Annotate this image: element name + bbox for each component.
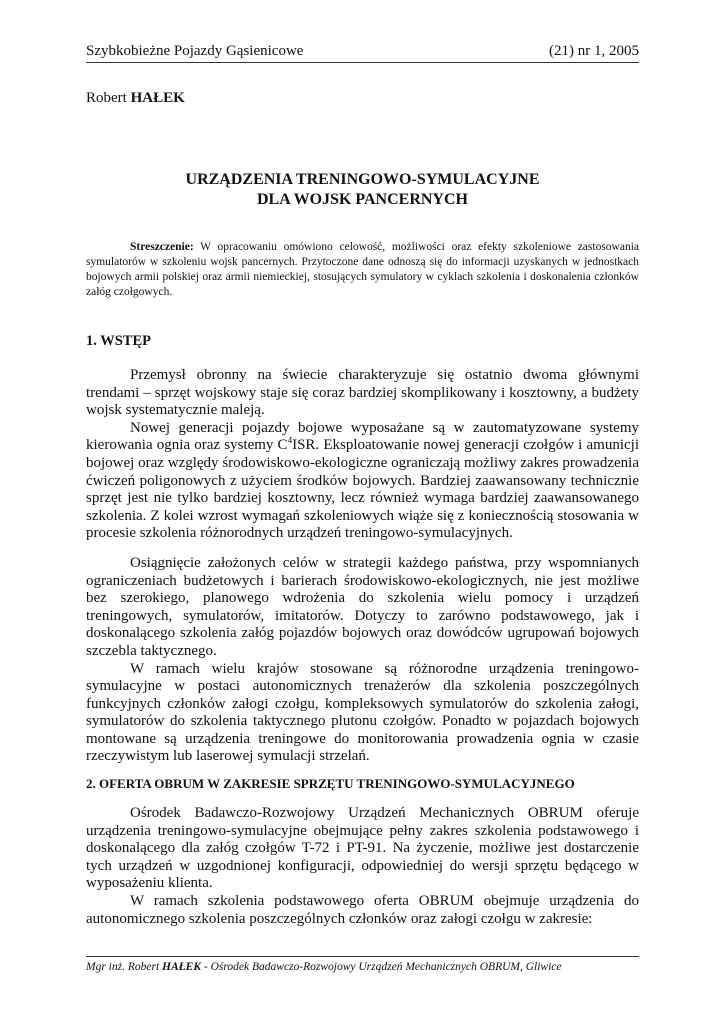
footer-prefix: Mgr inż. Robert bbox=[86, 961, 160, 973]
running-header bbox=[86, 42, 639, 63]
footnote bbox=[86, 956, 639, 973]
paragraph: W ramach szkolenia podstawowego oferta OBRUM obejmuje urządzenia do autonomicznego szkolenia poszczególnych członków oraz załogi czołgu w zakresie: bbox=[86, 892, 639, 927]
section-1-heading: 1. WSTĘP bbox=[86, 333, 152, 349]
paper-title bbox=[86, 170, 639, 210]
abstract-text: W opracowaniu omówiono celowość, możliwości oraz efekty szkoleniowe zastosowania symulatorów w szkoleniu wojsk pancernych. Przytoczone dane odnoszą się do informacji uzyskanych w jednostkach bojowych armii polskiej oraz armii niemieckiej, stosujących symulatory w cyklach szkolenia i doskonalenia członków załóg czołgowych. bbox=[86, 241, 640, 298]
paragraph: Ośrodek Badawczo-Rozwojowy Urządzeń Mechanicznych OBRUM oferuje urządzenia treningowo-symulacyjne obejmujące pełny zakres szkolenia podstawowego i doskonalącego dla załóg czołgów T-72 i PT-91. Na życzenie, możliwe jest dostarczenie tych urządzeń w uzgodnionej konfiguracji, odpowiedniej do wersji sprzętu będącego w wyposażeniu klienta. bbox=[86, 805, 639, 892]
section-2-body bbox=[86, 805, 639, 928]
footer-affiliation: - Ośrodek Badawczo-Rozwojowy Urządzeń Mechanicznych OBRUM, Gliwice bbox=[203, 961, 562, 973]
title-line-2: DLA WOJSK PANCERNYCH bbox=[257, 191, 468, 208]
paragraph: Osiągnięcie założonych celów w strategii każdego państwa, przy wspomnianych ograniczeniach budżetowych i barierach środowiskowo-ekologicznych, nie jest możliwe bez szerokiego, planowego wdrożenia do szkolenia wielu pomocy i urządzeń treningowych, symulatorów, imitatorów. Dotyczy to zarówno podstawowego, jak i doskonalącego szkolenia załóg pojazdów bojowych oraz dowódców ugrupowań bojowych szczebla taktycznego. bbox=[86, 554, 639, 659]
footer-name: HAŁEK bbox=[162, 961, 202, 973]
author-line bbox=[86, 90, 185, 107]
section-1-body bbox=[86, 367, 639, 766]
abstract bbox=[86, 240, 639, 300]
paragraph: Nowej generacji pojazdy bojowe wyposażane są w zautomatyzowane systemy kierowania ognia oraz systemy $C^4ISR$. Eksploatowanie nowej generacji czołgów i amunicji bojowej oraz względy środowiskowo-ekologiczne ograniczają możliwy zakres prowadzenia ćwiczeń poligonowych z użyciem środków bojowych. Bardziej zaawansowany technicznie sprzęt jest nie tylko bardziej kosztowny, lecz również wymaga bardziej zaawansowanego szkolenia. Z kolei wzrost wymagań szkoleniowych wiąże się z koniecznością stosowania w procesie szkolenia różnorodnych urządzeń treningowo-symulacyjnych. bbox=[86, 419, 639, 542]
section-2-heading: 2. OFERTA OBRUM W ZAKRESIE SPRZĘTU TRENINGOWO-SYMULACYJNEGO bbox=[86, 776, 575, 791]
journal-name: Szybkobieżne Pojazdy Gąsienicowe bbox=[86, 43, 304, 59]
paragraph: Przemysł obronny na świecie charakteryzuje się ostatnio dwoma głównymi trendami – sprzęt wojskowy staje się coraz bardziej skomplikowany i kosztowny, a budżety wojsk systematycznie maleją. bbox=[86, 367, 639, 419]
title-line-1: URZĄDZENIA TRENINGOWO-SYMULACYJNE bbox=[185, 171, 540, 188]
paragraph: W ramach wielu krajów stosowane są różnorodne urządzenia treningowo-symulacyjne w postaci autonomicznych trenażerów dla szkolenia poszczególnych funkcyjnych członków załogi czołgu, kompleksowych symulatorów do szkolenia załogi, symulatorów do szkolenia taktycznego plutonu czołgów. Ponadto w pojazdach bojowych montowane są urządzenia treningowe do monitorowania prowadzenia ognia w czasie rzeczywistym lub laserowej symulacji strzelań. bbox=[86, 660, 639, 765]
issue-number: (21) nr 1, 2005 bbox=[549, 43, 639, 59]
abstract-label: Streszczenie: bbox=[130, 241, 194, 253]
superscript: 4 bbox=[287, 435, 293, 446]
author-last-name: HAŁEK bbox=[130, 90, 185, 106]
author-first-name: Robert bbox=[86, 90, 127, 106]
